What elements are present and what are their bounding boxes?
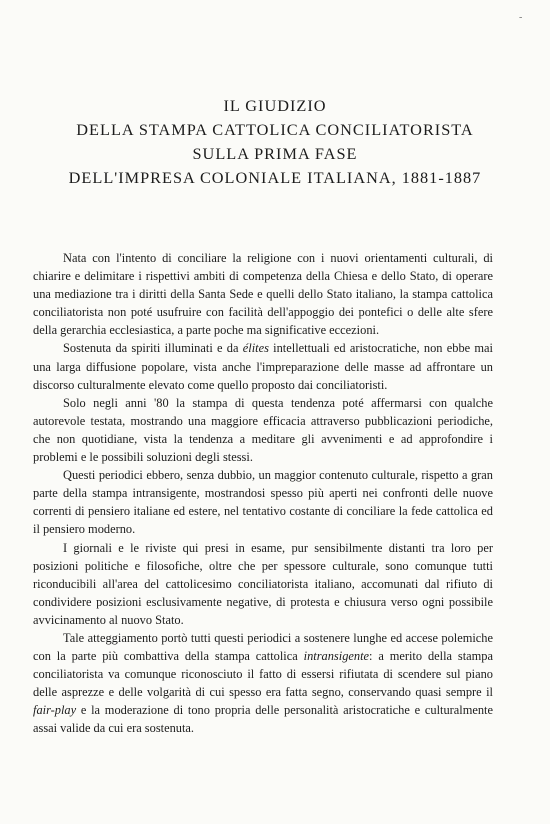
paragraph-3-text: Solo negli anni '80 la stampa di questa tendenza poté affermarsi con qualche autorevole testata, mostrando una maggiore efficacia attraverso pubblicazioni periodiche, che non quotidiane, vista la tendenza a meditare gli avvenimenti e ad approfondire i problemi e le possibili soluzioni degli stessi.	[33, 395, 493, 465]
corner-mark: -	[519, 12, 523, 23]
paragraph-6	[33, 629, 493, 738]
paragraph-6-text-a: Tale atteggiamento portò tutti questi periodici a sostenere lunghe ed accese polemiche con la parte più combattiva della stampa cattolica	[33, 630, 493, 664]
title-line-1: IL GIUDIZIO	[223, 96, 327, 115]
title-line-2: DELLA STAMPA CATTOLICA CONCILIATORISTA	[76, 120, 474, 139]
paragraph-6-italic: intransigente	[303, 649, 370, 664]
article-body	[33, 249, 493, 738]
title-line-3: SULLA PRIMA FASE	[192, 144, 358, 163]
article-title	[0, 94, 550, 190]
paragraph-5	[33, 539, 493, 629]
paragraph-5-text: I giornali e le riviste qui presi in esame, pur sensibilmente distanti tra loro per posizioni politiche e filosofiche, oltre che per spessore culturale, sono comunque tutti riconducibili all'area del cattolicesimo conciliatorista italiano, accomunati dal rifiuto di condividere posizioni esclusivamente negative, di protesta e chiusura verso ogni possibile avvicinamento al nuovo Stato.	[33, 540, 493, 627]
paragraph-6-italic-2: fair-play	[33, 703, 77, 718]
paragraph-1-text: Nata con l'intento di conciliare la religione con i nuovi orientamenti culturali, di chiarire e delimitare i rispettivi ambiti di competenza della Chiesa e dello Stato, di operare una mediazione tra i diritti della Santa Sede e quelli dello Stato italiano, la stampa cattolica conciliatorista non poté usufruire con facilità dell'appoggio dei pontefici o delle alte sfere della gerarchia ecclesiastica, a parte poche ma significative eccezioni.	[33, 251, 493, 338]
title-line-4: DELL'IMPRESA COLONIALE ITALIANA, 1881-1887	[68, 168, 482, 187]
paragraph-4-text: Questi periodici ebbero, senza dubbio, un maggior contenuto culturale, rispetto a gran parte della stampa intransigente, mostrandosi spesso più aperti nei confronti delle nuove correnti di pensiero italiane ed estere, nel tentativo costante di conciliare la fede cattolica ed il pensiero moderno.	[33, 468, 493, 537]
paragraph-4	[33, 466, 493, 538]
paragraph-2-italic: élites	[242, 341, 269, 356]
paragraph-3	[33, 394, 493, 466]
paragraph-2-text-a: Sostenuta da spiriti illuminati e da	[63, 341, 243, 356]
paragraph-6-text-b: : a merito della stampa conciliatorista va comunque riconosciuto il fatto di essersi rifiutata di scendere sul piano delle asprezze e delle volgarità di cui spesso era fatta segno, conservando quasi sempre il	[33, 649, 493, 700]
paragraph-6-text-c: e la moderazione di tono propria delle personalità aristocratiche e culturalmente assai valide da cui era sostenuta.	[33, 703, 493, 736]
paragraph-1	[33, 249, 493, 339]
paragraph-2-text-b: intellettuali ed aristocratiche, non ebbe mai una larga diffusione popolare, vista anche l'impreparazione delle masse ad affrontare un discorso culturalmente elevato come quello proposto dai conciliatoristi.	[33, 341, 493, 392]
paragraph-2	[33, 339, 493, 393]
